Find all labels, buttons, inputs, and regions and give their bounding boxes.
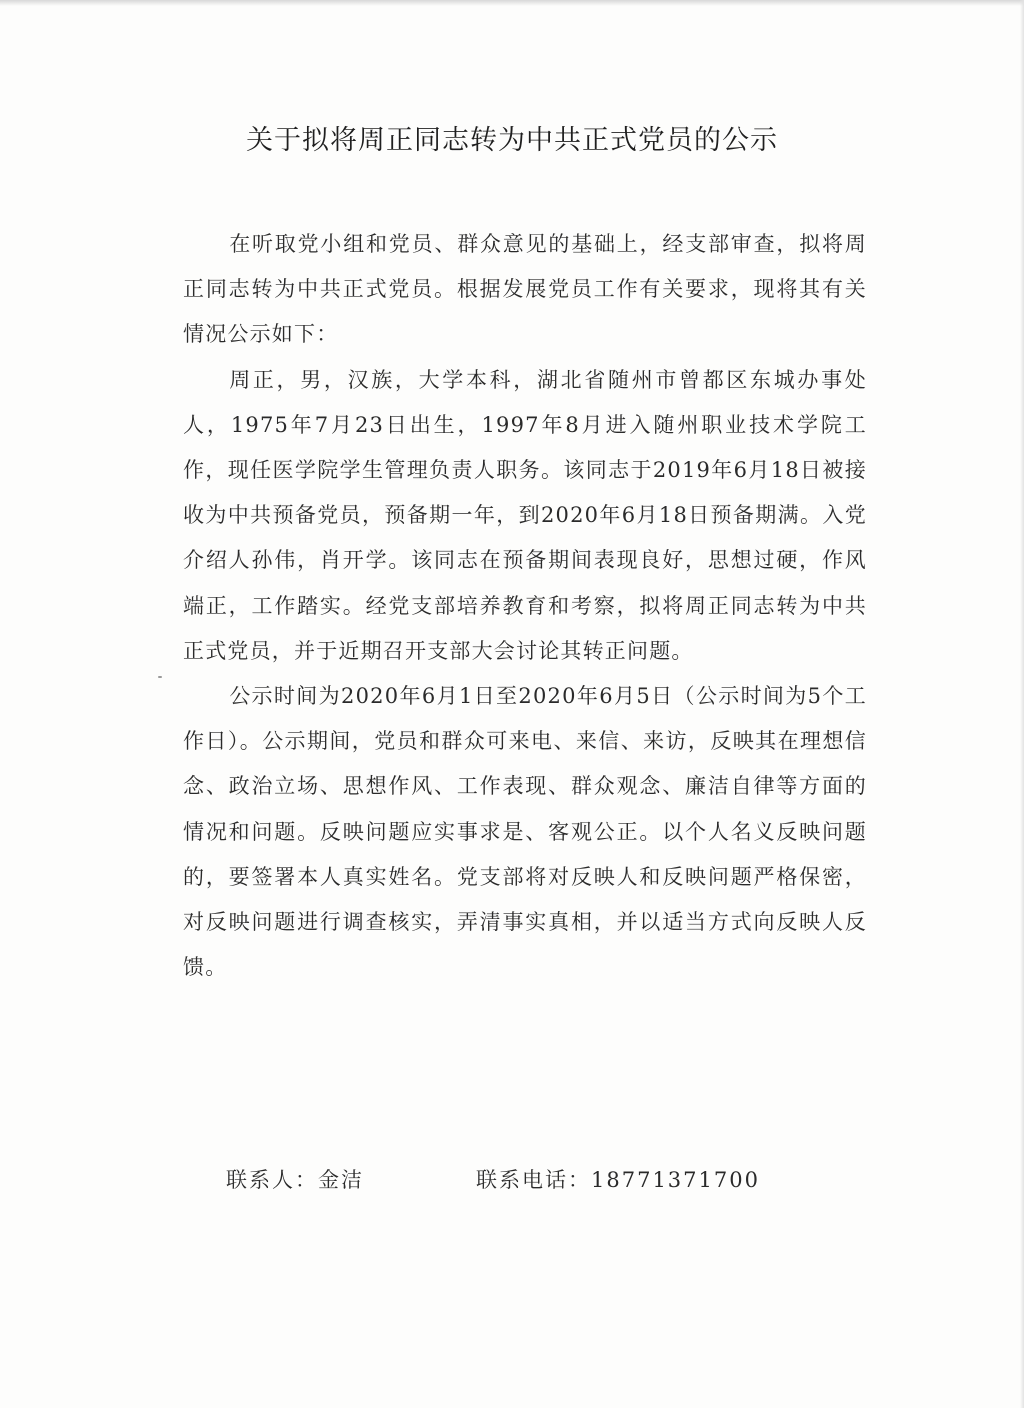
paragraph-profile: 周正，男，汉族，大学本科，湖北省随州市曾都区东城办事处人，1975年7月23日出生，1997年8月进入随州职业技术学院工作，现任医学院学生管理负责人职务。该同志于2019年6月18日被接收为中共预备党员，预备期一年，到2020年6月18日预备期满。入党介绍人孙伟，肖开学。该同志在预备期间表现良好，思想过硬，作风端正，工作踏实。经党支部培养教育和考察，拟将周正同志转为中共正式党员，并于近期召开支部大会讨论其转正问题。 bbox=[183, 367, 867, 663]
document-body bbox=[183, 222, 867, 990]
scan-edge-top bbox=[0, 0, 1024, 6]
scan-speck bbox=[158, 676, 162, 678]
contact-phone-number: 18771371700 bbox=[591, 1168, 760, 1192]
contact-phone-label: 联系电话： bbox=[476, 1168, 591, 1192]
paragraph-intro: 在听取党小组和党员、群众意见的基础上，经支部审查，拟将周正同志转为中共正式党员。根据发展党员工作有关要求，现将其有关情况公示如下： bbox=[183, 232, 867, 347]
contact-line bbox=[226, 1164, 760, 1194]
contact-person-label: 联系人： bbox=[226, 1168, 318, 1192]
contact-person-name: 金洁 bbox=[318, 1168, 364, 1192]
document-title: 关于拟将周正同志转为中共正式党员的公示 bbox=[246, 125, 778, 156]
paragraph-notice-period: 公示时间为2020年6月1日至2020年6月5日（公示时间为5个工作日）。公示期间，党员和群众可来电、来信、来访，反映其在理想信念、政治立场、思想作风、工作表现、群众观念、廉洁自律等方面的情况和问题。反映问题应实事求是、客观公正。以个人名义反映问题的，要签署本人真实姓名。党支部将对反映人和反映问题严格保密，对反映问题进行调查核实，弄清事实真相，并以适当方式向反映人反馈。 bbox=[183, 684, 867, 980]
scan-edge-right bbox=[1020, 0, 1024, 1408]
